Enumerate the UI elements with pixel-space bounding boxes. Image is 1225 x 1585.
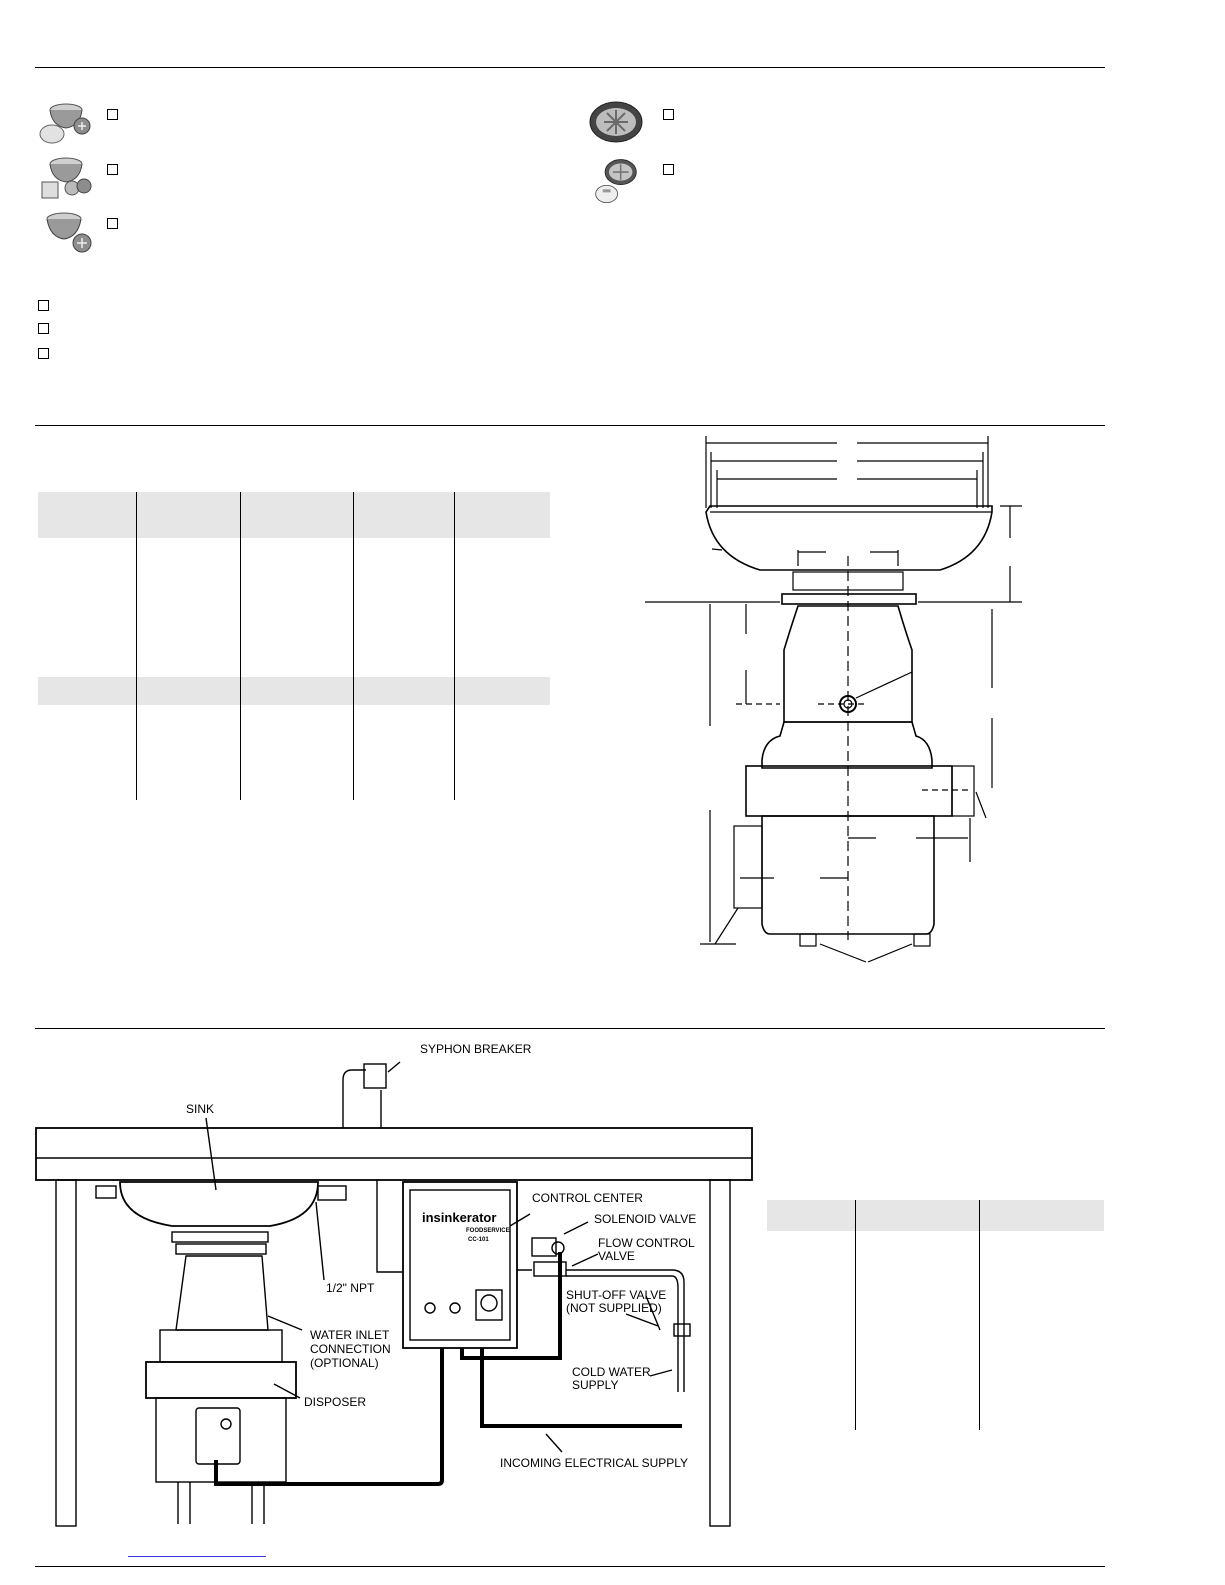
label-flow-control-1: FLOW CONTROL [598, 1236, 695, 1250]
checkbox-bowl-and-flange[interactable] [107, 109, 118, 120]
bowl-and-cup-icon [38, 152, 94, 202]
table-column-divider [136, 492, 137, 800]
label-solenoid-valve: SOLENOID VALVE [594, 1212, 697, 1226]
sink-mount-icon [588, 100, 644, 150]
label-shutoff-valve-2: (NOT SUPPLIED) [566, 1301, 662, 1315]
label-disposer: DISPOSER [304, 1395, 367, 1409]
label-cold-water-2: SUPPLY [572, 1378, 619, 1392]
label-cold-water-1: COLD WATER [572, 1365, 651, 1379]
table-header-band [767, 1200, 1104, 1231]
checkbox-bowl-and-cup[interactable] [107, 164, 118, 175]
bowl-and-stopper-icon [38, 207, 94, 257]
label-incoming-electrical: INCOMING ELECTRICAL SUPPLY [500, 1456, 689, 1470]
section-divider-top [35, 67, 1105, 68]
checkbox-sink-mount[interactable] [663, 109, 674, 120]
label-control-center: CONTROL CENTER [532, 1191, 643, 1205]
checkbox-option-2[interactable] [38, 323, 49, 334]
table-column-divider [979, 1200, 980, 1430]
brand-subtitle: FOODSERVICE [466, 1228, 510, 1234]
section-divider-lower [35, 1028, 1105, 1029]
model-label: CC-101 [468, 1237, 489, 1243]
options-table [767, 1200, 1104, 1430]
sink-mount-with-stopper-icon [588, 158, 644, 208]
table-column-divider [240, 492, 241, 800]
bowl-and-flange-icon [38, 96, 94, 146]
specifications-table [38, 492, 550, 800]
checkbox-option-3[interactable] [38, 348, 49, 359]
label-water-inlet-2: CONNECTION [310, 1342, 391, 1356]
checkbox-bowl-and-stopper[interactable] [107, 218, 118, 229]
label-sink: SINK [186, 1102, 215, 1116]
table-column-divider [353, 492, 354, 800]
label-npt: 1/2" NPT [326, 1281, 375, 1295]
table-column-divider [855, 1200, 856, 1430]
table-section-band [38, 677, 550, 705]
label-water-inlet-1: WATER INLET [310, 1328, 390, 1342]
table-header-band [38, 492, 550, 538]
table-column-divider [454, 492, 455, 800]
section-divider-middle [35, 425, 1105, 426]
brand-logo: insinkerator [422, 1210, 497, 1225]
label-syphon-breaker: SYPHON BREAKER [420, 1042, 532, 1056]
label-flow-control-2: VALVE [598, 1249, 635, 1263]
label-shutoff-valve-1: SHUT-OFF VALVE [566, 1288, 667, 1302]
label-water-inlet-3: (OPTIONAL) [310, 1356, 379, 1370]
checkbox-option-1[interactable] [38, 300, 49, 311]
footer-link-underline[interactable] [128, 1556, 266, 1557]
checkbox-sink-mount-with-stopper[interactable] [663, 164, 674, 175]
section-divider-bottom [35, 1566, 1105, 1567]
